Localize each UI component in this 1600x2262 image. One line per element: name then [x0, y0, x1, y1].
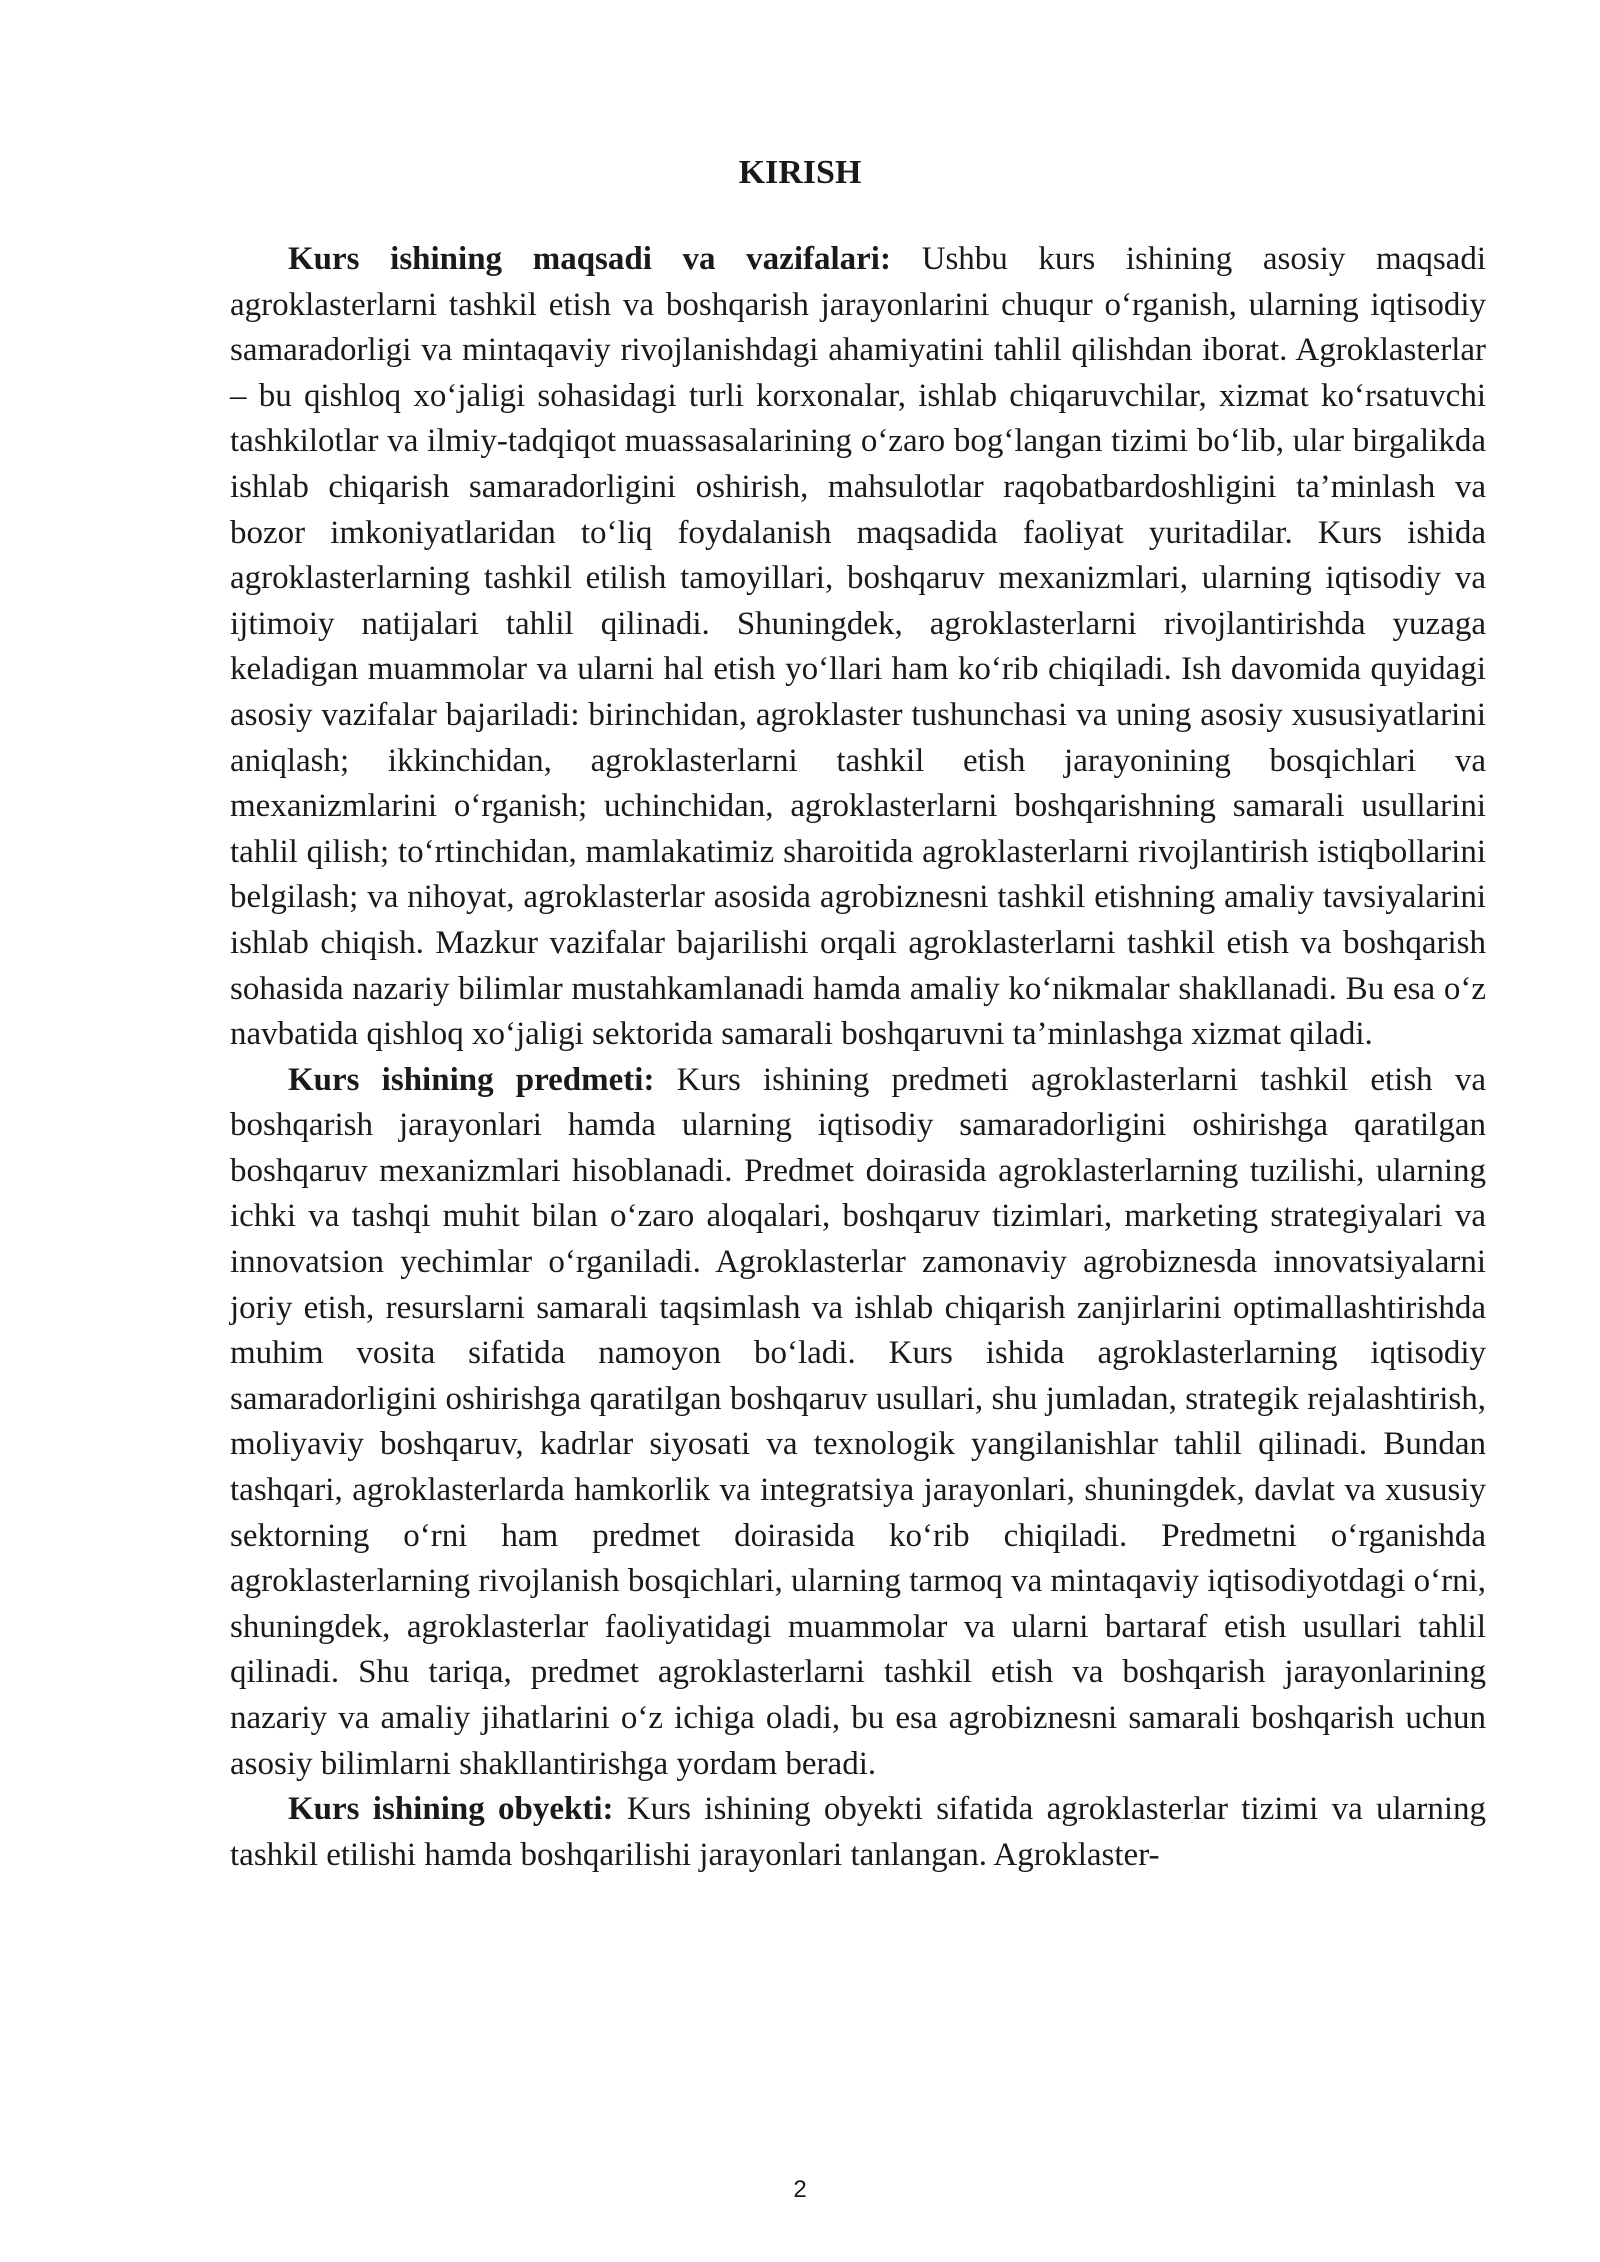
page-number: 2	[793, 2176, 807, 2203]
paragraph-subject	[230, 1058, 1486, 1788]
paragraph-object	[230, 1787, 1486, 1878]
section-text: Kurs ishining obyekti sifatida agroklasterlar tizimi va ularning tashkil etilishi hamda boshqarilishi jarayonlari tanlangan. Agroklaster-	[230, 1791, 1487, 1873]
section-term: Kurs ishining maqsadi va vazifalari:	[288, 241, 891, 277]
paragraph-purpose	[230, 237, 1486, 1058]
section-text: Ushbu kurs ishining asosiy maqsadi agroklasterlarni tashkil etish va boshqarish jarayonlarini chuqur o‘rganish, ularning iqtisodiy samaradorligi va mintaqaviy rivojlanishdagi ahamiyatini tahlil qilishdan iborat. Agroklasterlar – bu qishloq xo‘jaligi sohasidagi turli korxonalar, ishlab chiqaruvchilar, xizmat ko‘rsatuvchi tashkilotlar va ilmiy-tadqiqot muassasalarining o‘zaro bog‘langan tizimi bo‘lib, ular birgalikda ishlab chiqarish samaradorligini oshirish, mahsulotlar raqobatbardoshligini ta’minlash va bozor imkoniyatlaridan to‘liq foydalanish maqsadida faoliyat yuritadilar. Kurs ishida agroklasterlarning tashkil etilish tamoyillari, boshqaruv mexanizmlari, ularning iqtisodiy va ijtimoiy natijalari tahlil qilinadi. Shuningdek, agroklasterlarni rivojlantirishda yuzaga keladigan muammolar va ularni hal etish yo‘llari ham ko‘rib chiqiladi. Ish davomida quyidagi asosiy vazifalar bajariladi: birinchidan, agroklaster tushunchasi va uning asosiy xususiyatlarini aniqlash; ikkinchidan, agroklasterlarni tashkil etish jarayonining bosqichlari va mexanizmlarini o‘rganish; uchinchidan, agroklasterlarni boshqarishning samarali usullarini tahlil qilish; to‘rtinchidan, mamlakatimiz sharoitida agroklasterlarni rivojlantirish istiqbollarini belgilash; va nihoyat, agroklasterlar asosida agrobiznesni tashkil etishning amaliy tavsiyalarini ishlab chiqish. Mazkur vazifalar bajarilishi orqali agroklasterlarni tashkil etish va boshqarish sohasida nazariy bilimlar mustahkamlanadi hamda amaliy ko‘nikmalar shakllanadi. Bu esa o‘z navbatida qishloq xo‘jaligi sektorida samarali boshqaruvni ta’minlashga xizmat qiladi.	[230, 241, 1486, 1053]
page-title: KIRISH	[738, 154, 862, 191]
body-text	[230, 237, 1486, 1878]
section-term: Kurs ishining predmeti:	[288, 1061, 655, 1098]
section-text: Kurs ishining predmeti agroklasterlarni tashkil etish va boshqarish jarayonlari hamda ularning iqtisodiy samaradorligini oshirishga qaratilgan boshqaruv mexanizmlari hisoblanadi. Predmet doirasida agroklasterlarning tuzilishi, ularning ichki va tashqi muhit bilan o‘zaro aloqalari, boshqaruv tizimlari, marketing strategiyalari va innovatsion yechimlar o‘rganiladi. Agroklasterlar zamonaviy agrobiznesda innovatsiyalarni joriy etish, resurslarni samarali taqsimlash va ishlab chiqarish zanjirlarini optimallashtirishda muhim vosita sifatida namoyon bo‘ladi. Kurs ishida agroklasterlarning iqtisodiy samaradorligini oshirishga qaratilgan boshqaruv usullari, shu jumladan, strategik rejalashtirish, moliyaviy boshqaruv, kadrlar siyosati va texnologik yangilanishlar tahlil qilinadi. Bundan tashqari, agroklasterlarda hamkorlik va integratsiya jarayonlari, shuningdek, davlat va xususiy sektorning o‘rni ham predmet doirasida ko‘rib chiqiladi. Predmetni o‘rganishda agroklasterlarning rivojlanish bosqichlari, ularning tarmoq va mintaqaviy iqtisodiyotdagi o‘rni, shuningdek, agroklasterlar faoliyatidagi muammolar va ularni bartaraf etish usullari tahlil qilinadi. Shu tariqa, predmet agroklasterlarni tashkil etish va boshqarish jarayonlarining nazariy va amaliy jihatlarini o‘z ichiga oladi, bu esa agrobiznesni samarali boshqarish uchun asosiy bilimlarni shakllantirishga yordam beradi.	[230, 1061, 1486, 1782]
section-term: Kurs ishining obyekti:	[288, 1791, 614, 1828]
